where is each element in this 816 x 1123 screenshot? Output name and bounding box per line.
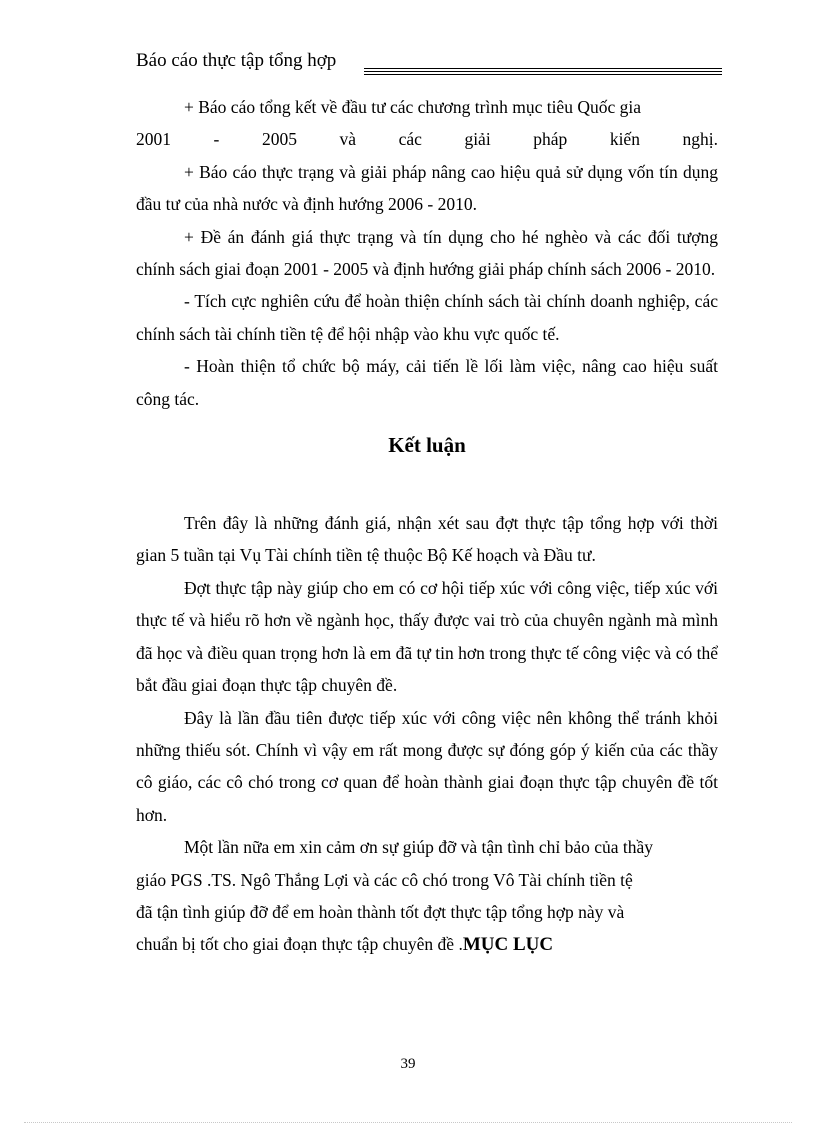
spacer [136,465,718,507]
header-title: Báo cáo thực tập tổng hợp [136,50,337,71]
table-of-contents-heading: MỤC LỤC [462,934,554,956]
conclusion-paragraph: Đợt thực tập này giúp cho em có cơ hội tiếp xúc với công việc, tiếp xúc với thực tế và hiểu rõ hơn về ngành học, thấy được vai trò của chuyên ngành mà mình đã học và điều quan trọng hơn là em đã tự tin hơn trong thực tế công việc và có thể bắt đầu giai đoạn thực tập chuyên đề. [136,577,718,696]
conclusion-heading: Kết luận [388,433,466,458]
conclusion-paragraph: Trên đây là những đánh giá, nhận xét sau đợt thực tập tổng hợp với thời gian 5 tuần tại Vụ Tài chính tiền tệ thuộc Bộ Kế hoạch và Đầu tư. [136,513,718,566]
paragraph-line: chuẩn bị tốt cho giai đoạn thực tập chuyên đề . [136,934,463,955]
paragraph-line: + Báo cáo tổng kết về đầu tư các chương trình mục tiêu Quốc gia [184,97,641,117]
paragraph-credit-report: + Báo cáo thực trạng và giải pháp nâng cao hiệu quả sử dụng vốn tín dụng đầu tư của nhà nước và định hướng 2006 - 2010. [136,161,718,215]
paragraph-poverty-project: + Đề án đánh giá thực trạng và tín dụng cho hé nghèo và các đối tượng chính sách giai đoạn 2001 - 2005 và định hướng giải pháp chính sách 2006 - 2010. [136,226,718,280]
header-rule [364,68,722,69]
conclusion-paragraph-thanks [136,831,718,863]
document-body [136,91,718,962]
header-rule [364,71,722,72]
conclusion-paragraph-thanks-cont [136,864,718,962]
paragraph-line: giáo PGS .TS. Ngô Thắng Lợi và các cô chó trong Vô Tài chính tiền tệ [136,869,633,890]
paragraph-report-targets [136,91,718,123]
page-number: 39 [400,1056,416,1072]
paragraph-line: Một lần nữa em xin cảm ơn sự giúp đỡ và tận tình chỉ bảo của thầy [184,837,654,858]
header-rule [364,74,722,75]
conclusion-paragraph: Đây là lần đầu tiên được tiếp xúc với công việc nên không thể tránh khỏi những thiếu sót. Chính vì vậy em rất mong được sự đóng góp ý kiến của các thầy cô giáo, các cô chó trong cơ quan để hoàn thành giai đoạn thực tập chuyên đề tốt hơn. [136,707,718,825]
paragraph-organization: - Hoàn thiện tổ chức bộ máy, cải tiến lề lối làm việc, nâng cao hiệu suất công tác. [136,356,718,409]
page-header [136,48,722,78]
paragraph-line: 2001 - 2005 và các giải pháp kiến nghị. [136,129,718,150]
paragraph-report-targets-cont [136,123,718,155]
paragraph-finance-policy: - Tích cực nghiên cứu để hoàn thiện chính sách tài chính doanh nghiệp, các chính sách tài chính tiền tệ để hội nhập vào khu vực quốc tế. [136,291,718,344]
paragraph-line: đã tận tình giúp đỡ để em hoàn thành tốt đợt thực tập tổng hợp này và [136,901,625,922]
